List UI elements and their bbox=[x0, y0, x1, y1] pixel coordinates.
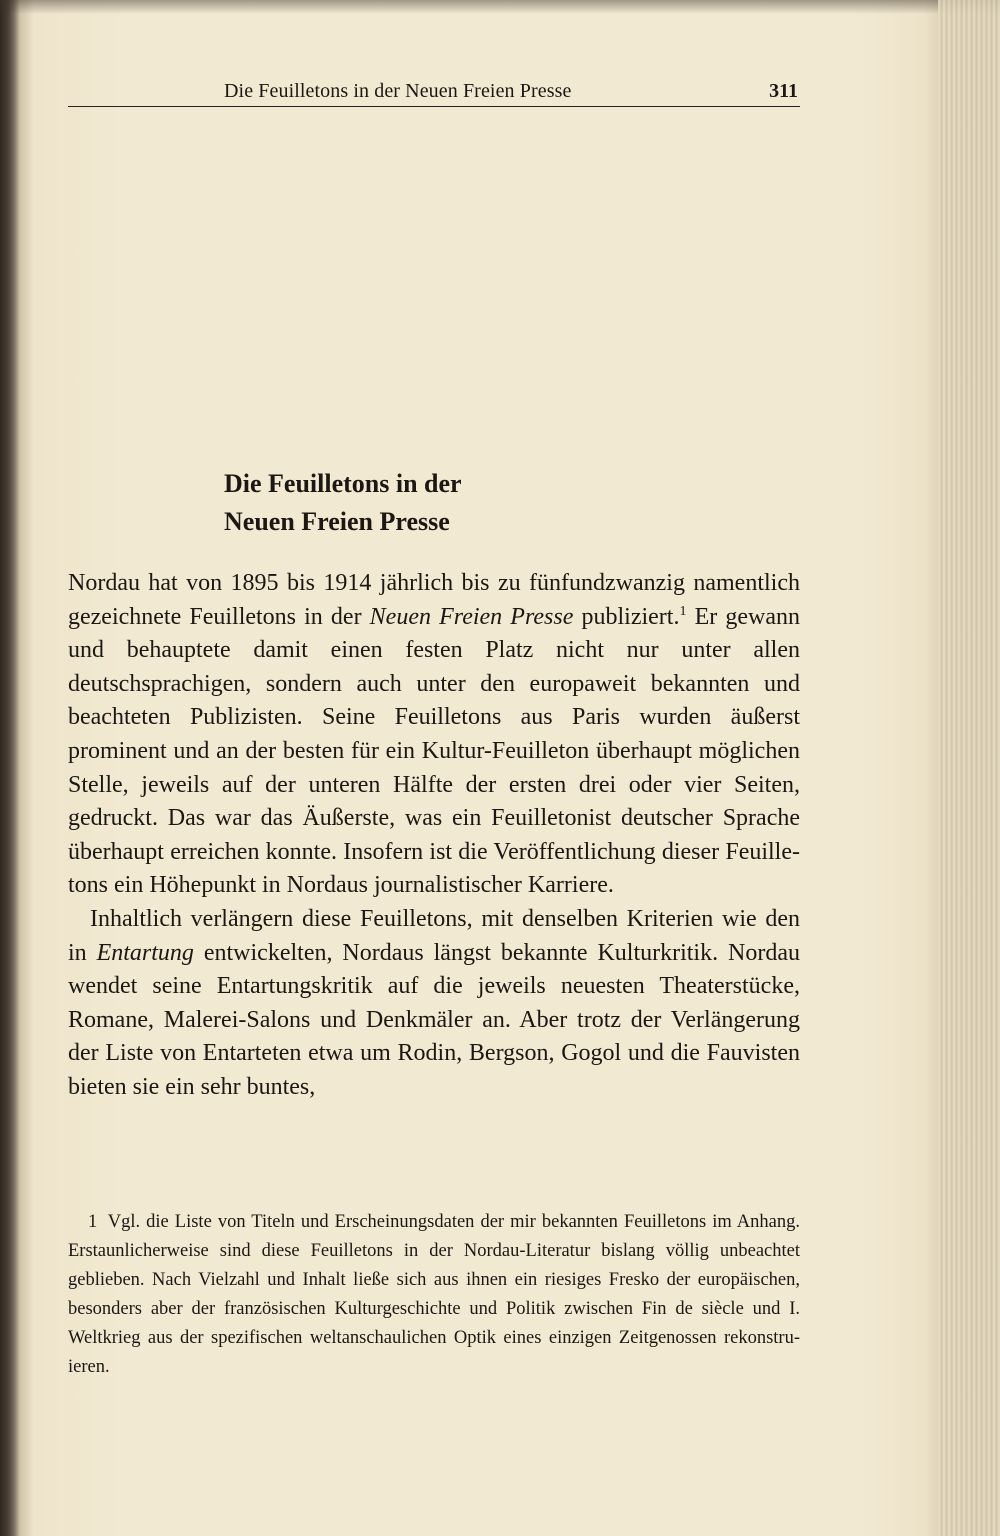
running-head-title: Die Feuilletons in der Neuen Freien Presse bbox=[224, 80, 572, 102]
body-text bbox=[68, 567, 800, 1105]
page-fore-edge bbox=[938, 0, 1000, 1536]
chapter-title-line-1: Die Feuilletons in der bbox=[224, 469, 462, 498]
paragraph-1-text-a: Nordau hat von 1895 bis 1914 jährlich bis zu fünfundzwanzig namentlich gezeichnete Feuilletons in der bbox=[68, 570, 800, 630]
chapter-title bbox=[224, 465, 800, 541]
page-number: 311 bbox=[769, 80, 798, 102]
running-head bbox=[68, 70, 800, 107]
chapter-title-line-2: Neuen Freien Presse bbox=[224, 507, 450, 536]
paragraph-2-text-b: entwickelten, Nordaus längst bekannte Kulturkritik. Nordau wendet seine Entartungskritik auf die jeweils neuesten Theaterstücke, Romane, Malerei-Salons und Denkmäler an. Aber trotz der Verlängerung der Liste von Entarteten etwa um Rodin, Bergson, Gogol und die Fauvisten bieten sie ein sehr buntes, bbox=[68, 939, 800, 1100]
paragraph-1-text-b: publiziert. bbox=[573, 603, 680, 630]
footnote-reference[interactable]: 1 bbox=[679, 603, 687, 619]
paragraph-1 bbox=[68, 567, 800, 903]
paragraph-2-italic-book-title: Entartung bbox=[96, 939, 194, 966]
footnote-number: 1 bbox=[88, 1212, 98, 1232]
page-content bbox=[68, 70, 800, 1377]
paragraph-1-text-c: Er gewann und behauptete damit einen festen Platz nicht nur unter allen deutschsprachigen, sondern auch unter den europaweit bekannten und beachteten Publizisten. Seine Feuilletons aus Paris wurden äußerst prominent und an der besten für ein Kultur-Feuilleton überhaupt möglichen Stelle, jeweils auf der unteren Hälfte der ersten drei oder vier Seiten, gedruckt. Das war das Äußerste, was ein Feuilletonist deutscher Sprache überhaupt erreichen konnte. Insofern ist die Veröffentlichung dieser Feuilletons ein Höhepunkt in Nordaus journalistischer Karriere. bbox=[68, 603, 800, 899]
paragraph-1-italic-newspaper: Neuen Freien Presse bbox=[369, 603, 574, 630]
footnote-text: Vgl. die Liste von Titeln und Erscheinungsdaten der mir bekannten Feuilletons im Anhang. Erstaunlicherweise sind diese Feuilletons in der Nordau-Literatur bislang völlig unbeachtet geblieben. Nach Vielzahl und Inhalt ließe sich aus ihnen ein riesiges Fresko der europäischen, besonders aber der französischen Kulturgeschichte und Politik zwischen Fin de siècle und I. Weltkrieg aus der spezifischen weltanschaulichen Optik eines einzigen Zeitgenossen rekonstruieren. bbox=[68, 1212, 800, 1377]
paragraph-2-text-a: Inhaltlich verlängern diese Feuilletons, mit denselben Kriterien wie den in bbox=[68, 905, 800, 966]
scan-shadow bbox=[0, 0, 1000, 14]
footnotes bbox=[68, 1208, 800, 1382]
paragraph-2 bbox=[68, 903, 800, 1105]
